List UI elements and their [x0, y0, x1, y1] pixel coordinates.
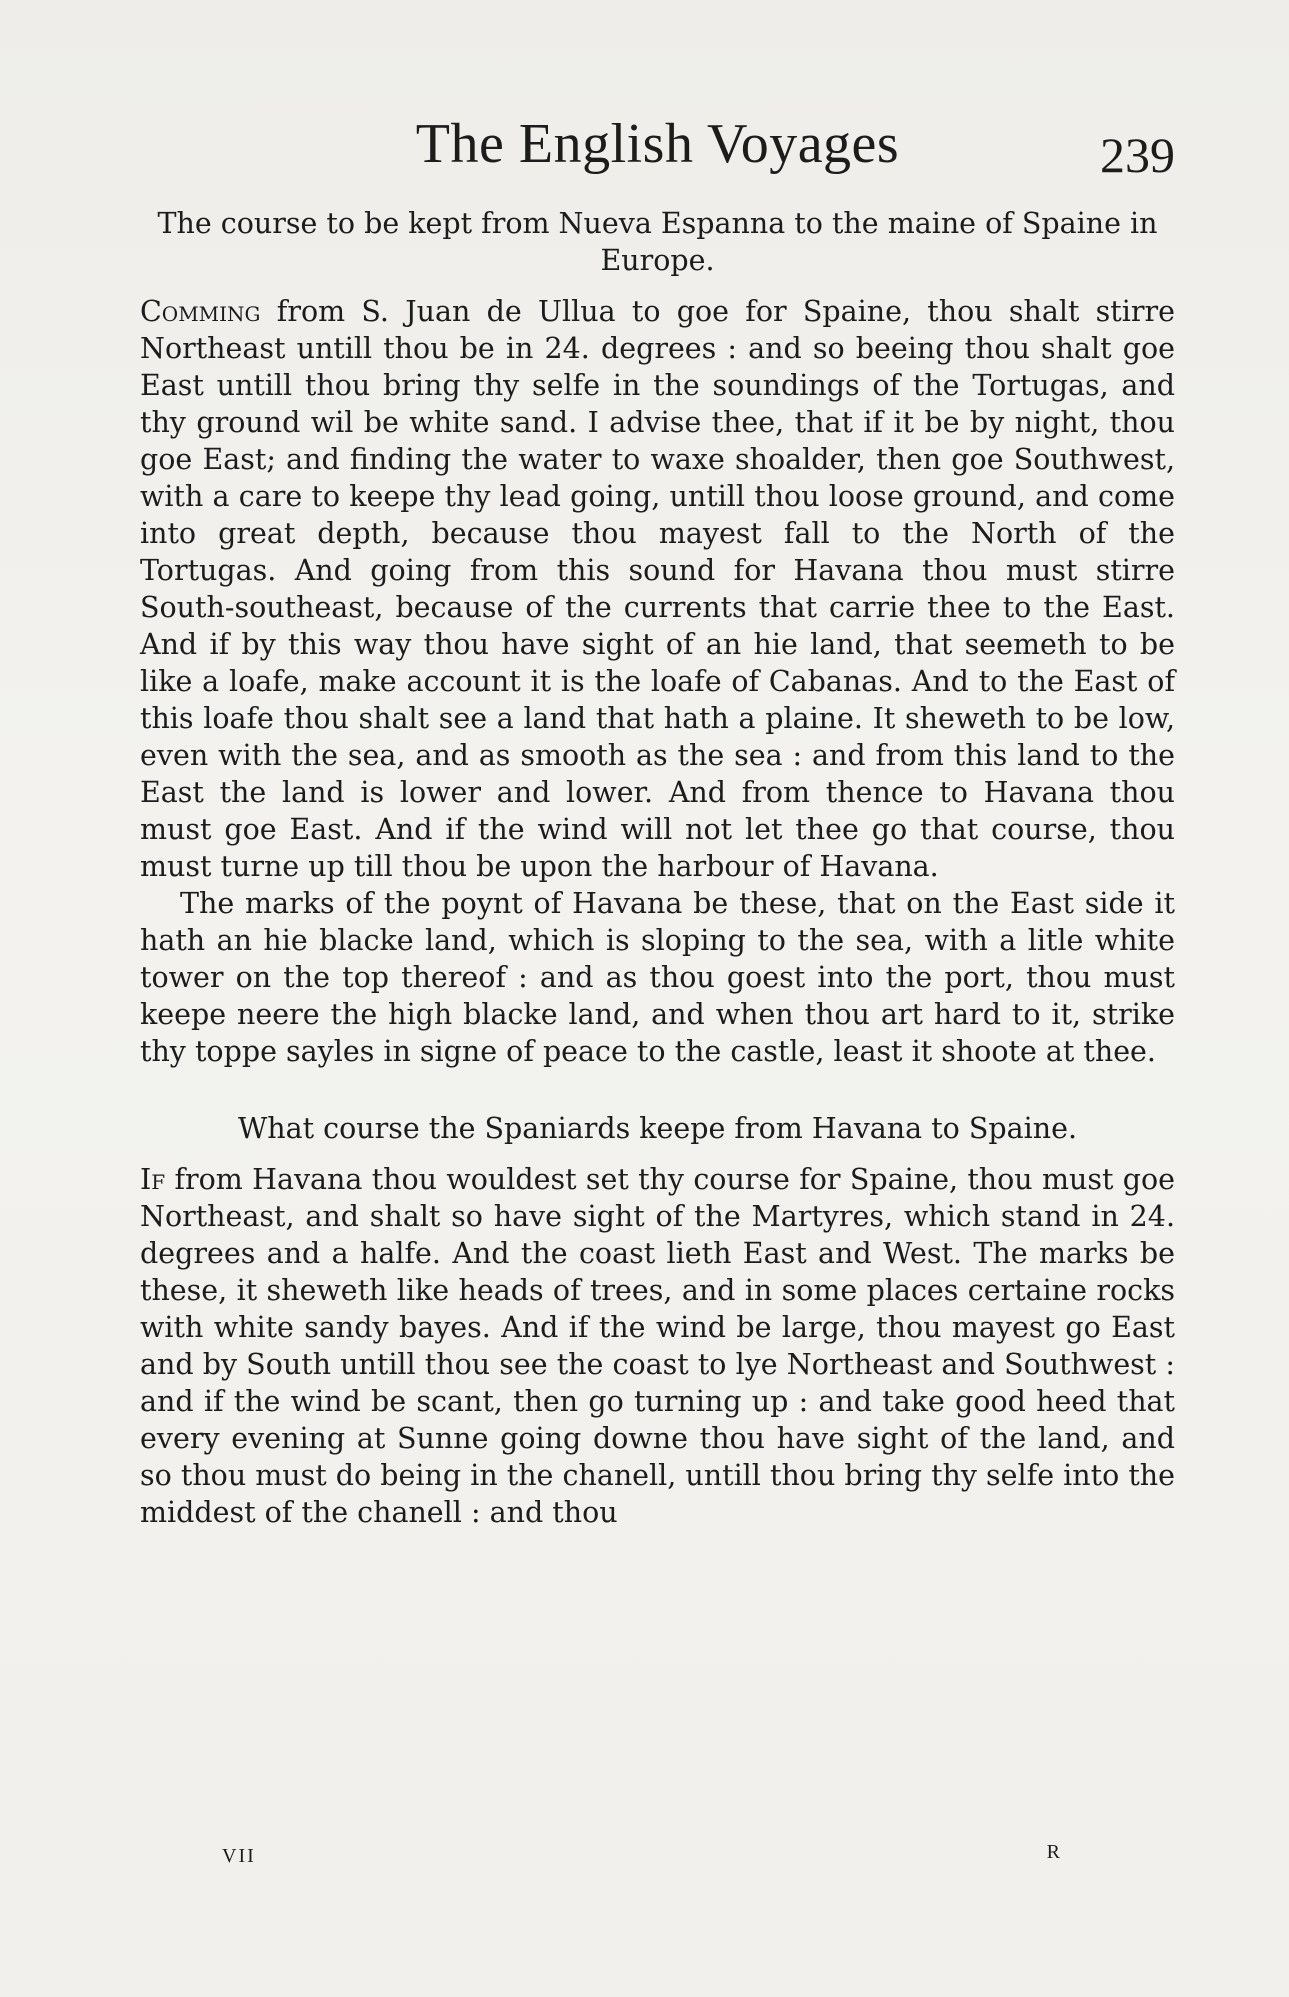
volume-signature: VII [222, 1845, 256, 1867]
section-heading-havana-to-spaine: What course the Spaniards keepe from Havana to Spaine. [237, 1112, 1078, 1145]
paragraph: The marks of the poynt of Havana be these, that on the East side it hath an hie blacke land, which is sloping to the sea, with a litle white tower on the top thereof : and as thou goest into the port, thou must keepe neere the high blacke land, and when thou art hard to it, strike thy toppe sayles in signe of peace to the castle, least it shoote at thee. [140, 887, 1175, 1068]
paragraph-text: from S. Juan de Ullua to goe for Spaine, thou shalt stirre Northeast untill thou be in 24. degrees : and so beeing thou shalt goe East untill thou bring thy selfe in the soundings of the Tortugas, and thy ground wil be white sand. I advise thee, that if it be by night, thou goe East; and finding the water to waxe shoalder, then goe Southwest, with a care to keepe thy lead going, untill thou loose ground, and come into great depth, because thou mayest fall to the North of the Tortugas. And going from this sound for Havana thou must stirre South-southeast, because of the currents that carrie thee to the East. And if by this way thou have sight of an hie land, that seemeth to be like a loafe, make account it is the loafe of Cabanas. And to the East of this loafe thou shalt see a land that hath a plaine. It sheweth to be low, even with the sea, and as smooth as the sea : and from this land to the East the land is lower and lower. And from thence to Havana thou must goe East. And if the wind will not let thee go that course, thou must turne up till thou be upon the harbour of Havana. [140, 295, 1175, 883]
page-header [140, 112, 1175, 192]
section-heading-course-to-spaine: The course to be kept from Nueva Espanna to the maine of Spaine in Europe. [157, 207, 1158, 277]
paragraph [140, 293, 1175, 885]
gathering-signature: R [1046, 1841, 1062, 1863]
paragraph-opening-word: If [140, 1163, 166, 1196]
paragraph-text: from Havana thou wouldest set thy course for Spaine, thou must goe Northeast, and shalt so have sight of the Martyres, which stand in 24. degrees and a halfe. And the coast lieth East and West. The marks be these, it sheweth like heads of trees, and in some places certaine rocks with white sandy bayes. And if the wind be large, thou mayest go East and by South untill thou see the coast to lye Northeast and Southwest : and if the wind be scant, then go turning up : and take good heed that every evening at Sunne going downe thou have sight of the land, and so thou must do being in the chanell, untill thou bring thy selfe into the middest of the chanell : and thou [140, 1163, 1175, 1529]
page-body [140, 205, 1175, 1531]
running-title: The English Voyages [415, 113, 900, 175]
page-number: 239 [1100, 127, 1175, 183]
page-footer [222, 1841, 1062, 1875]
paragraph [140, 1161, 1175, 1531]
paragraph-opening-word: Comming [140, 295, 261, 328]
